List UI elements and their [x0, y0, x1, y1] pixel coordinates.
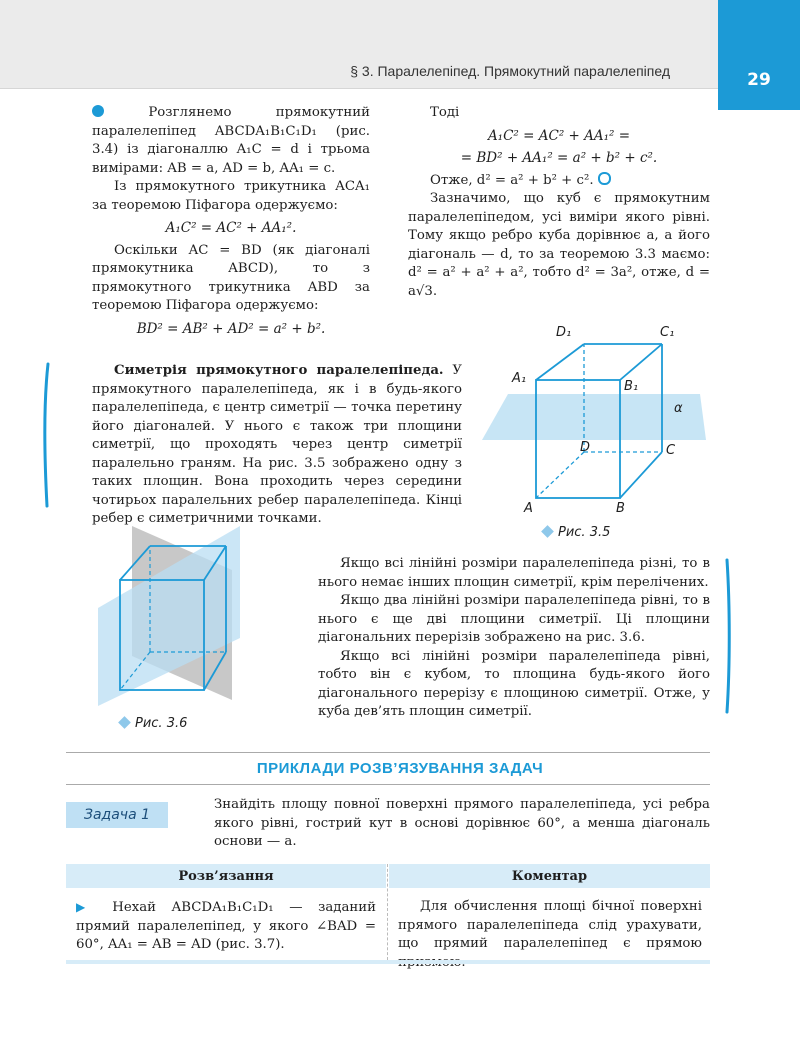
caption-text: Рис. 3.5 [558, 525, 611, 540]
symmetry-plane [482, 394, 706, 440]
label-c1: C₁ [660, 325, 675, 340]
formula-a1c: A₁C² = AC² + AA₁². [165, 220, 297, 236]
diamond-icon [118, 716, 131, 729]
paragraph-rect-box: Розглянемо прямокутний паралелепіпед ABCDA₁B₁C₁D₁ (рис. 3.4) із діагоналлю A₁C = d і трьома вимірами: AB = a, AD = b, AA₁ = c. [92, 105, 370, 176]
caption-fig-3-5 [543, 525, 610, 540]
figure-3-5 [476, 318, 716, 518]
section-title: ПРИКЛАДИ РОЗВ’ЯЗУВАННЯ ЗАДАЧ [256, 760, 544, 777]
column-header-comment: Коментар [389, 864, 710, 888]
section-rule-bottom [66, 784, 710, 785]
label-alpha: α [674, 401, 683, 416]
label-b1: B₁ [624, 379, 639, 394]
column-header-solution: Розв’язання [66, 864, 386, 888]
symmetry-text: У прямокутного паралелепіпеда, як і в будь-якого паралелепіпеда, є центр симетрії — точка перетину його діагоналей. У нього є також три площини симетрії, що проходять через центр симетрії паралельно граням. На рис. 3.5 зображено одну з таких площин. Вона проходить через середини чотирьох паралельних ребер паралелепіпеда. Кінці ребер є симетричними точками. [92, 363, 462, 526]
caption-text: Рис. 3.6 [135, 716, 188, 731]
solution-cell [76, 898, 376, 955]
paragraph-triangle: Із прямокутного трикутника ACA₁ за теоремою Піфагора одержуємо: [92, 179, 370, 213]
label-d1: D₁ [556, 325, 572, 340]
label-d: D [580, 440, 591, 455]
margin-stroke-icon [718, 556, 738, 716]
paragraph-cube: Зазначимо, що куб є прямокутним паралелепіпедом, усі виміри якого рівні. Тому якщо ребро куба дорівнює a, а його діагональ — d, то за теоремою 3.3 маємо: d² = a² + a² + a², тобто d² = 3a², отже, d = a√3. [408, 191, 710, 299]
page-number: 29 [718, 0, 800, 110]
column-divider [387, 864, 388, 960]
label-c: C [666, 443, 676, 458]
label-a1: A₁ [512, 371, 527, 386]
then-word: Тоді [430, 105, 460, 120]
triangle-marker-icon: ▶ [76, 900, 97, 914]
figure-3-6 [92, 520, 262, 710]
margin-stroke-icon [38, 360, 58, 510]
task-label: Задача 1 [66, 802, 168, 828]
caption-fig-3-6 [120, 716, 187, 731]
symmetry-heading: Симетрія прямокутного паралелепіпеда. [114, 363, 444, 378]
right-text-block [408, 104, 710, 301]
end-proof-icon [598, 172, 611, 185]
label-b: B [616, 501, 625, 516]
formula-a1c-expanded: A₁C² = AC² + AA₁² = [487, 127, 631, 144]
comment-text: Для обчислення площі бічної поверхні прямого паралелепіпеда слід урахувати, що прямий паралелепіпед є прямою [398, 899, 702, 951]
left-text-block [92, 104, 370, 342]
planes-block [318, 555, 710, 722]
task-text: Знайдіть площу повної поверхні прямого паралелепіпеда, усі ребра якого рівні, гострий кут в основі дорівнює 60°, а менша діагональ основи — a. [214, 797, 710, 849]
paragraph-diagonals: Оскільки AC = BD (як діагоналі прямокутника ABCD), то з прямокутного трикутника ABD за теоремою Піфагора одержуємо: [92, 242, 370, 313]
diamond-icon [541, 525, 554, 538]
formula-a1c-result: = BD² + AA₁² = a² + b² + c². [460, 150, 658, 166]
formula-bd: BD² = AB² + AD² = a² + b². [136, 320, 326, 337]
bullet-icon [92, 105, 104, 117]
solution-text: Нехай ABCDA₁B₁C₁D₁ — заданий прямий паралелепіпед, у якого ∠BAD = 60°, AA₁ = AB = AD (рис. 3.7). [76, 900, 377, 952]
running-title: § 3. Паралелепіпед. Прямокутний паралелепіпед [350, 63, 670, 79]
section-rule-top [66, 752, 710, 753]
symmetry-block [92, 362, 462, 529]
paragraph-all-equal: Якщо всі лінійні розміри паралелепіпеда рівні, тобто він є кубом, то площина будь-якого його діагонального перерізу є площиною симетрії. Отже, у куба дев’ять площин симетрії. [318, 648, 710, 719]
label-a: A [524, 501, 533, 516]
conclusion-formula: Отже, d² = a² + b² + c². [430, 172, 594, 188]
paragraph-all-different: Якщо всі лінійні розміри паралелепіпеда різні, то в нього немає інших площин симетрії, крім перелічених. [318, 556, 710, 590]
table-bottom-bar [66, 960, 710, 964]
paragraph-two-equal: Якщо два лінійні розміри паралелепіпеда рівні, то в нього є ще дві площини симетрії. Ці площини діагональних перерізів зображено на рис. 3.6. [318, 593, 710, 645]
